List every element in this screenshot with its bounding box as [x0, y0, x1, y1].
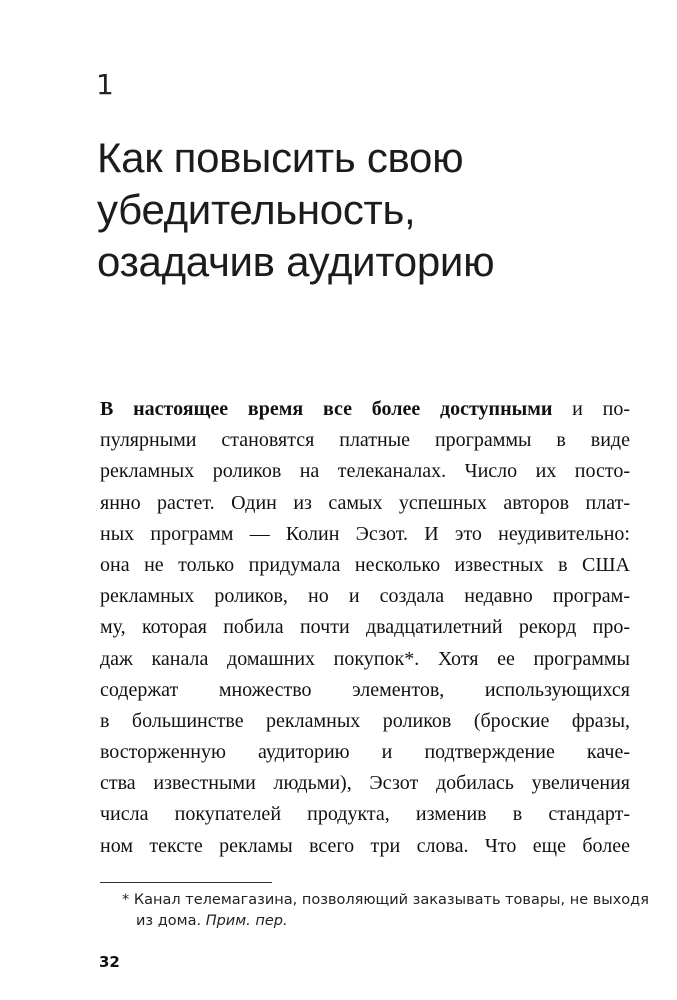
body-line [100, 581, 630, 612]
body-line-text: ства известными людьми), Эсзот добилась увеличения [100, 772, 630, 795]
footnote-text: Канал телемагазина, позволяющий заказывать товары, не выходя [133, 892, 649, 908]
body-line-text: числа покупателей продукта, изменив в стандарт- [100, 803, 630, 826]
body-line [100, 394, 630, 425]
body-line [100, 456, 630, 487]
body-line-text: пулярными становятся платные программы в виде [100, 429, 630, 452]
body-line-text: рекламных роликов на телеканалах. Число их посто- [100, 460, 630, 483]
body-line-text: му, которая побила почти двадцатилетний рекорд про- [100, 616, 630, 639]
body-line [100, 519, 630, 550]
body-line [100, 644, 630, 675]
body-line-text: ном тексте рекламы всего три слова. Что еще более [100, 834, 630, 857]
body-line-text: содержат множество элементов, использующихся [100, 678, 630, 701]
body-line [100, 425, 630, 456]
chapter-title-line: озадачив аудиторию [97, 238, 495, 285]
body-line [100, 612, 630, 643]
body-line-text: она не только придумала несколько известных в США [100, 553, 630, 576]
body-line-text: рекламных роликов, но и создала недавно програм- [100, 585, 630, 608]
body-line [100, 675, 630, 706]
chapter-title-line: убедительность, [97, 186, 416, 233]
lead-in-bold: В настоящее время все более доступными [100, 398, 553, 420]
chapter-number: 1 [96, 68, 114, 101]
chapter-title-line: Как повысить свою [97, 134, 464, 181]
body-line [100, 706, 630, 737]
body-line-text: янно растет. Один из самых успешных авторов плат- [100, 491, 630, 514]
footnote-text: из дома. [136, 913, 206, 929]
body-line [100, 799, 630, 830]
body-line [100, 831, 630, 862]
chapter-title [97, 132, 494, 288]
body-line [100, 488, 630, 519]
body-line-text: в большинстве рекламных роликов (броские фразы, [100, 709, 630, 732]
body-line-rest: и по- [552, 398, 630, 420]
translator-note: Прим. пер. [205, 913, 288, 929]
body-line [100, 737, 630, 768]
page-number: 32 [99, 953, 120, 971]
body-text [100, 394, 630, 862]
footnote-marker: * [122, 892, 130, 908]
body-line-text: восторженную аудиторию и подтверждение каче- [100, 741, 630, 764]
footnote-divider [100, 882, 272, 883]
body-line [100, 550, 630, 581]
body-line-text: даж канала домашних покупок*. Хотя ее программы [100, 647, 630, 670]
footnote [122, 890, 649, 932]
body-line-text: ных программ — Колин Эсзот. И это неудивительно: [100, 522, 630, 545]
body-line [100, 768, 630, 799]
